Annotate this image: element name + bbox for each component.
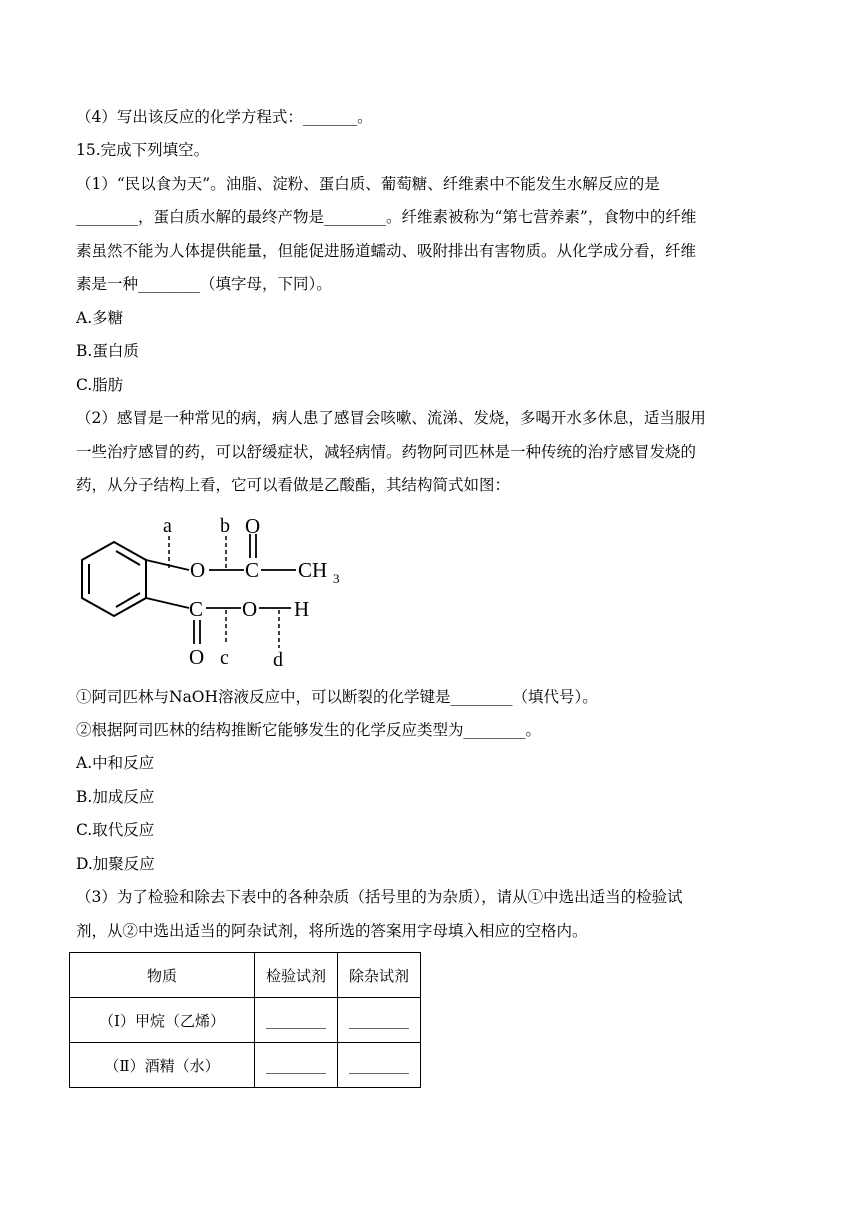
q15-p2-line3: 药，从分子结构上看，它可以看做是乙酸酯，其结构简式如图：: [76, 476, 511, 494]
atom-h: H: [294, 597, 310, 621]
q15-p1-line1: （1）“民以食为天”。油脂、淀粉、蛋白质、葡萄糖、纤维素中不能发生水解反应的是: [76, 175, 660, 193]
atom-o-bottom: O: [189, 645, 205, 669]
header-test-reagent: 检验试剂: [255, 953, 338, 998]
q15-p3-line2: 剂，从②中选出适当的阿杂试剂，将所选的答案用字母填入相应的空格内。: [76, 922, 588, 940]
q15-p3-line1: （3）为了检验和除去下表中的各种杂质（括号里的为杂质），请从①中选出适当的检验试: [76, 888, 683, 906]
label-a: a: [163, 515, 172, 537]
cell-removal-blank: ________: [338, 1043, 421, 1088]
q15-p2-question2: ②根据阿司匹林的结构推断它能够发生的化学反应类型为________。: [76, 721, 542, 739]
cell-test-blank: ________: [255, 998, 338, 1043]
q15-p1-line3: 素虽然不能为人体提供能量，但能促进肠道蠕动、吸附排出有害物质。从化学成分看，纤维: [76, 242, 697, 260]
label-d: d: [273, 649, 283, 671]
q15-p2-line1: （2）感冒是一种常见的病，病人患了感冒会咳嗽、流涕、发烧，多喝开水多休息，适当服用: [76, 409, 706, 427]
q15-title: 15.完成下列填空。: [76, 141, 210, 159]
q15-p1-line4: 素是一种________（填字母，下同）。: [76, 275, 332, 293]
cell-substance: （Ⅱ）酒精（水）: [70, 1043, 255, 1088]
option-d-polymerization: D.加聚反应: [76, 855, 155, 873]
atom-ch3-subscript: 3: [333, 571, 340, 586]
table-header-row: [70, 953, 421, 998]
q15-p1-line2: ________，蛋白质水解的最终产物是________。纤维素被称为“第七营养素”，食物中的纤维: [76, 208, 697, 226]
dashed-markers: [169, 536, 279, 648]
atom-o2: O: [242, 597, 258, 621]
option-c-fat: C.脂肪: [76, 376, 124, 394]
table-row: [70, 1043, 421, 1088]
q15-p2-question1: ①阿司匹林与NaOH溶液反应中，可以断裂的化学键是________（填代号）。: [76, 688, 598, 706]
option-c-substitution: C.取代反应: [76, 821, 155, 839]
option-b-protein: B.蛋白质: [76, 342, 139, 360]
option-b-addition: B.加成反应: [76, 788, 155, 806]
header-removal-reagent: 除杂试剂: [338, 953, 421, 998]
option-a-polysaccharide: A.多糖: [76, 309, 124, 327]
cell-removal-blank: ________: [338, 998, 421, 1043]
q14-part4: （4）写出该反应的化学方程式：_______。: [76, 108, 373, 126]
label-c: c: [220, 647, 229, 669]
impurity-table: [69, 952, 421, 1088]
label-b: b: [220, 515, 230, 537]
cell-substance: （Ⅰ）甲烷（乙烯）: [70, 998, 255, 1043]
benzene-ring: [82, 542, 146, 616]
atom-ch3: CH: [298, 558, 328, 582]
atom-o-top: O: [245, 514, 261, 538]
cell-test-blank: ________: [255, 1043, 338, 1088]
header-substance: 物质: [70, 953, 255, 998]
option-a-neutralization: A.中和反应: [76, 754, 155, 772]
atom-c1: C: [245, 558, 260, 582]
atom-o1: O: [190, 558, 206, 582]
atom-c2: C: [189, 597, 204, 621]
q15-p2-line2: 一些治疗感冒的药，可以舒缓症状，减轻病情。药物阿司匹林是一种传统的治疗感冒发烧的: [76, 443, 697, 461]
table-row: [70, 998, 421, 1043]
aspirin-structure-diagram: [76, 512, 366, 672]
